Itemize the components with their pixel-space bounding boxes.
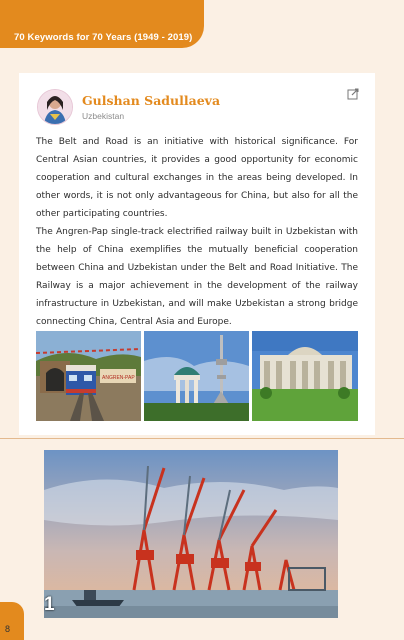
page-number-tab xyxy=(0,602,24,640)
port-cranes-photo xyxy=(44,450,338,618)
page-number: 8 xyxy=(5,624,11,634)
section-divider xyxy=(0,438,404,439)
tashkent-tower-photo xyxy=(144,331,249,421)
paragraph-2: The Angren-Pap single-track electrified railway built in Uzbekistan with the help of China exemplifies the mutually beneficial cooperation between China and Uzbekistan under the Belt and Road Initiative. The Railway is a major achievement in the development of the railway infrastructure in Uzbekistan, and will make Uzbekistan a strong bridge connecting China, Central Asia and Europe. xyxy=(36,227,358,327)
author-name: Gulshan Sadullaeva xyxy=(82,93,221,108)
paragraph-1: The Belt and Road is an initiative with historical significance. For Central Asian countries, it provides a good opportunity for economic cooperation and cultural exchanges in the areas being developed. In other words, it is not only advantageous for China, but also for all the other participating countries. xyxy=(36,137,358,219)
photo-sign-text: ANGREN-PAP xyxy=(102,375,135,381)
page-header-title: 70 Keywords for 70 Years (1949 - 2019) xyxy=(14,32,193,43)
author-card xyxy=(19,73,375,435)
photo-number: 1 xyxy=(44,594,55,615)
railway-photo xyxy=(36,331,141,421)
author-country: Uzbekistan xyxy=(82,111,125,121)
author-avatar xyxy=(37,89,73,125)
edit-icon[interactable] xyxy=(347,87,359,99)
building-photo xyxy=(252,331,358,421)
